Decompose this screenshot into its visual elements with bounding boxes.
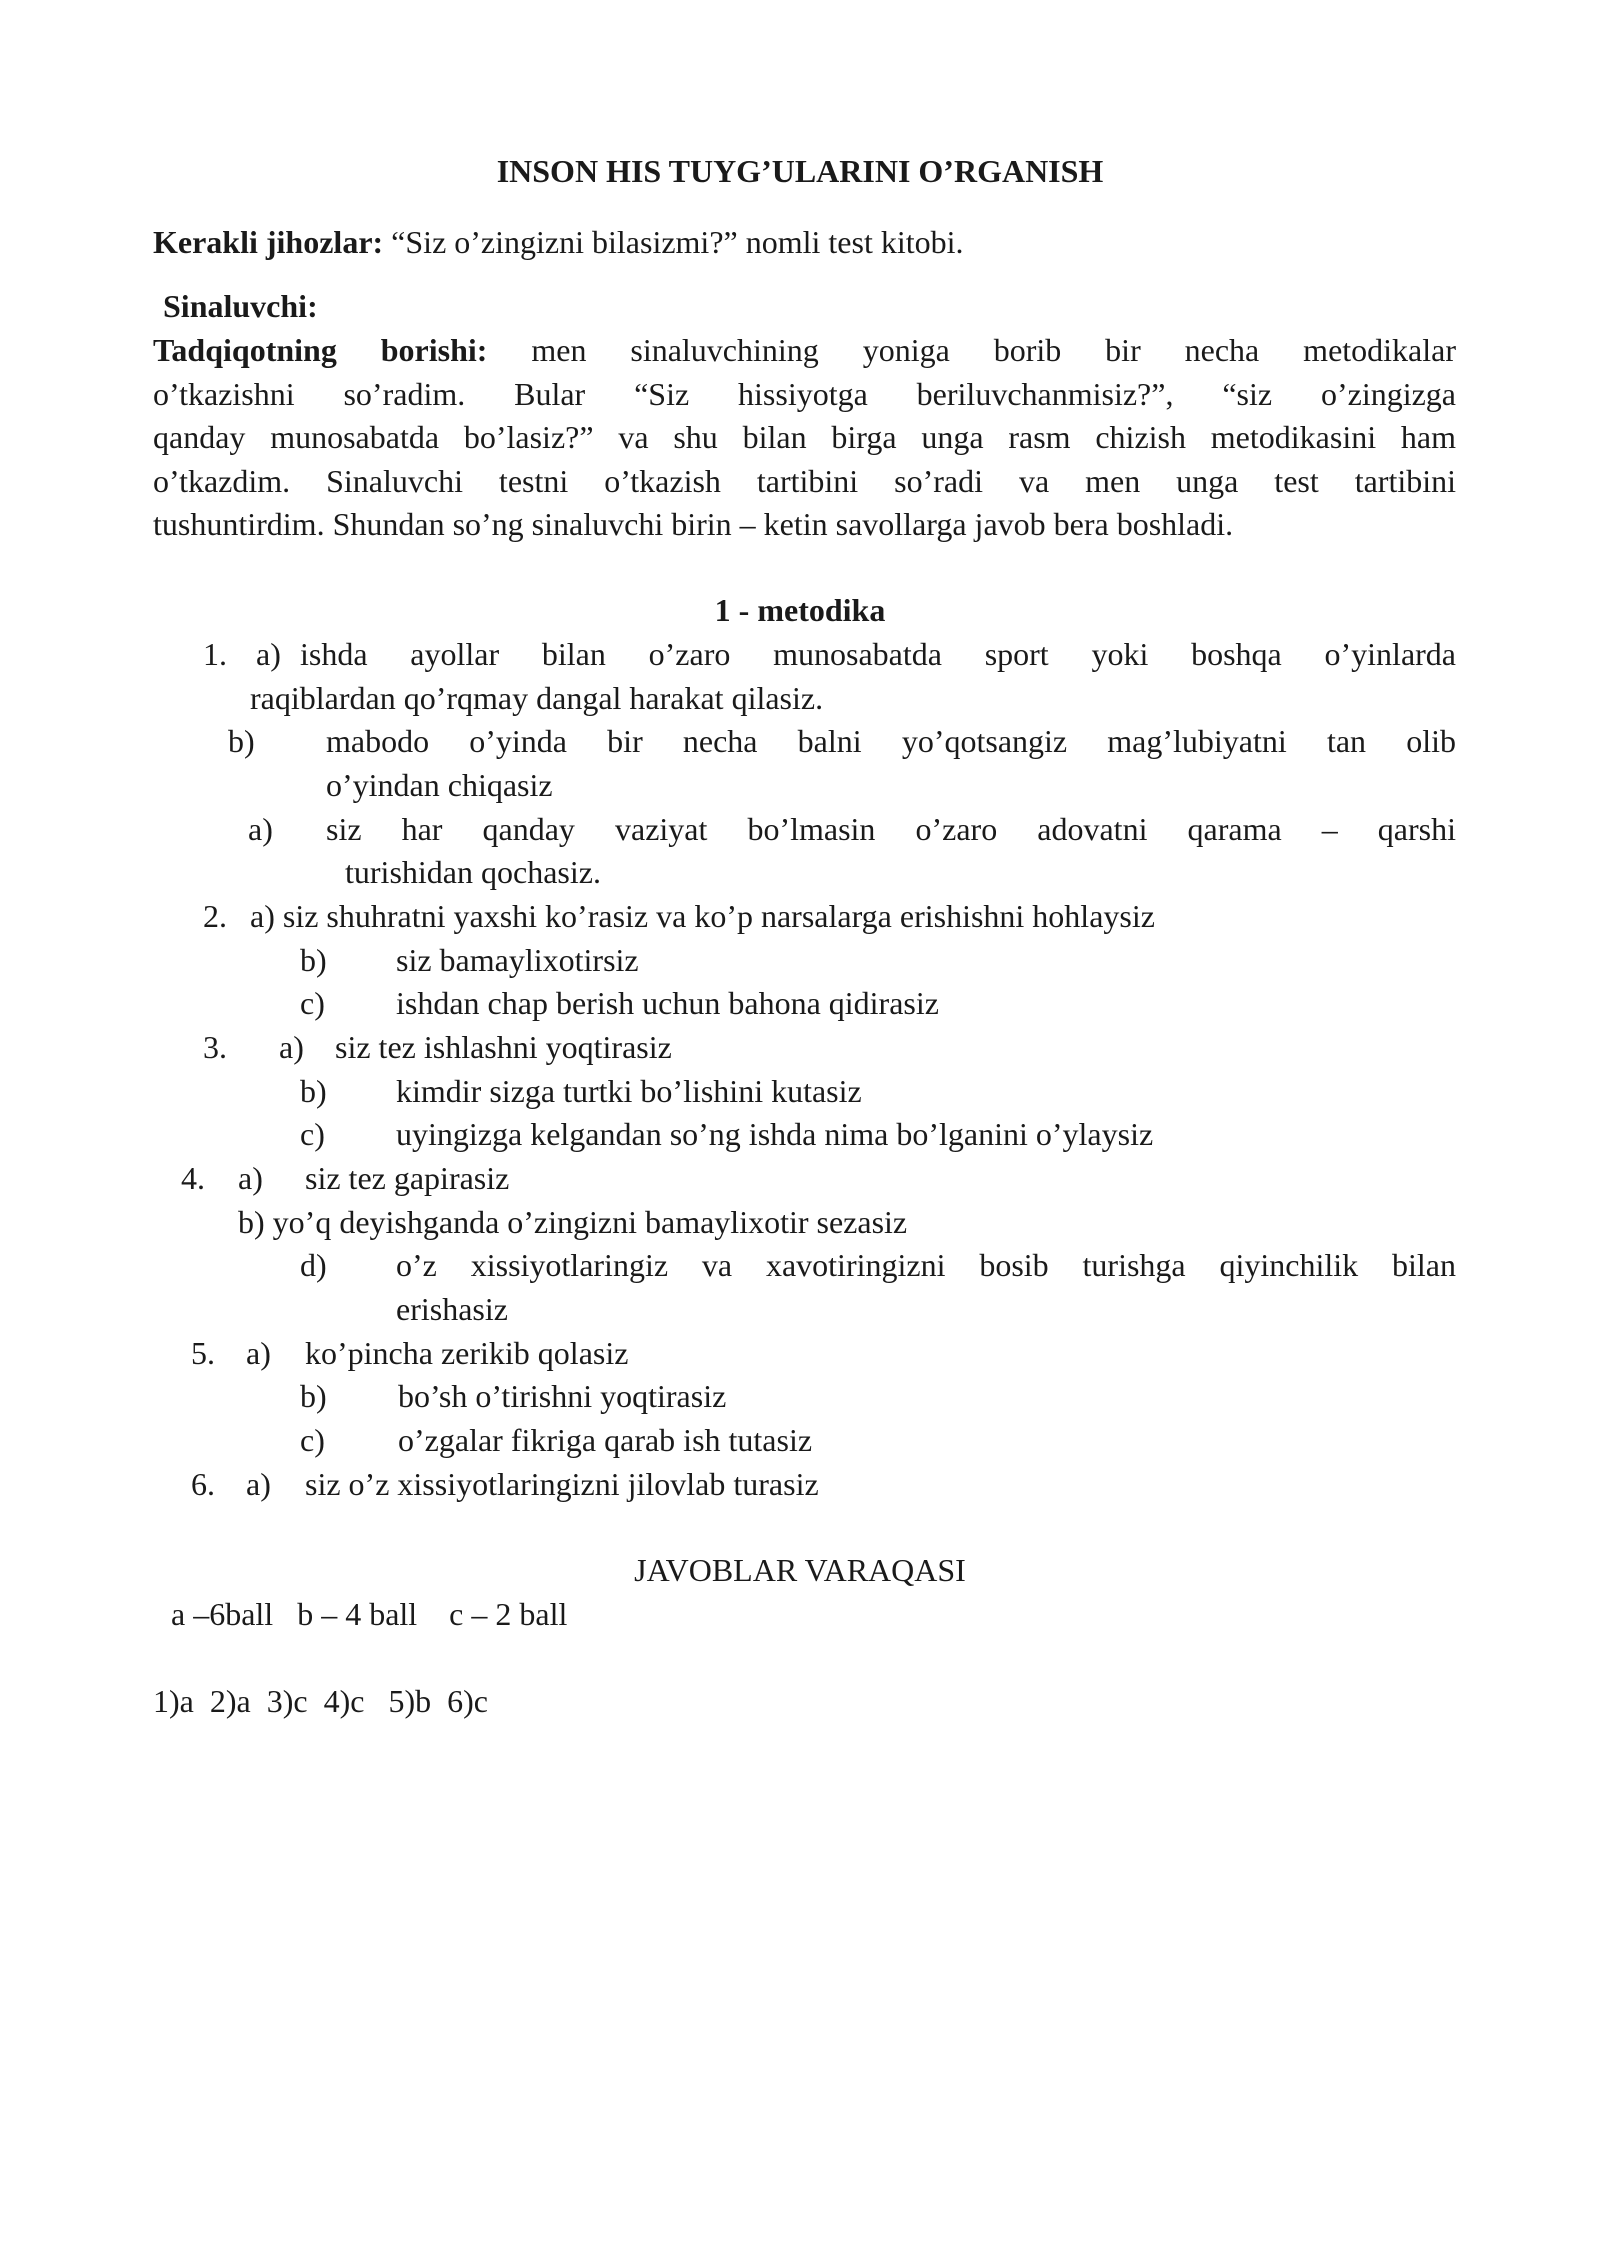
q1-option-a-line-1: ishda ayollar bilan o’zaro munosabatda sport yoki boshqa o’yinlarda bbox=[300, 636, 1456, 672]
procedure-line-4: o’tkazdim. Sinaluvchi testni o’tkazish tartibini so’radi va men unga test tartibini bbox=[153, 463, 1456, 499]
q1-option-a-mark: a) bbox=[256, 636, 281, 672]
equipment-line bbox=[153, 221, 964, 265]
q3-option-b-mark: b) bbox=[300, 1073, 327, 1109]
q6-number: 6. bbox=[191, 1466, 215, 1502]
q2-option-b: siz bamaylixotirsiz bbox=[396, 942, 639, 978]
equipment-text: “Siz o’zingizni bilasizmi?” nomli test kitobi. bbox=[383, 224, 964, 260]
equipment-label: Kerakli jihozlar: bbox=[153, 224, 384, 260]
q3-option-a: siz tez ishlashni yoqtirasiz bbox=[335, 1029, 672, 1065]
q4-option-d-mark: d) bbox=[300, 1247, 327, 1283]
procedure-label: Tadqiqotning borishi: bbox=[153, 332, 488, 368]
q6-option-a-mark: a) bbox=[246, 1466, 271, 1502]
q3-option-c: uyingizga kelgandan so’ng ishda nima bo’lganini o’ylaysiz bbox=[396, 1116, 1154, 1152]
procedure-line-3: qanday munosabatda bo’lasiz?” va shu bilan birga unga rasm chizish metodikasini ham bbox=[153, 419, 1456, 455]
answers-results: 1)a 2)a 3)c 4)c 5)b 6)c bbox=[153, 1683, 488, 1719]
q5-option-c-mark: c) bbox=[300, 1422, 325, 1458]
q4-option-d-line-2: erishasiz bbox=[396, 1291, 508, 1327]
answers-scoring: a –6ball b – 4 ball c – 2 ball bbox=[171, 1596, 568, 1632]
q2-option-a: a) siz shuhratni yaxshi ko’rasiz va ko’p narsalarga erishishni hohlaysiz bbox=[250, 898, 1155, 934]
procedure-line-5: tushuntirdim. Shundan so’ng sinaluvchi birin – ketin savollarga javob bera boshladi. bbox=[153, 506, 1234, 542]
q1-number: 1. bbox=[203, 636, 227, 672]
q3-number: 3. bbox=[203, 1029, 227, 1065]
q5-option-b: bo’sh o’tirishni yoqtirasiz bbox=[398, 1378, 727, 1414]
subject-label: Sinaluvchi: bbox=[163, 288, 318, 324]
q6-option-a: siz o’z xissiyotlaringizni jilovlab turasiz bbox=[305, 1466, 819, 1502]
q5-option-c: o’zgalar fikriga qarab ish tutasiz bbox=[398, 1422, 813, 1458]
q2-option-c-mark: c) bbox=[300, 985, 325, 1021]
page-title: INSON HIS TUYG’ULARINI O’RGANISH bbox=[496, 153, 1104, 189]
q4-option-d-line-1: o’z xissiyotlaringiz va xavotiringizni bosib turishga qiyinchilik bilan bbox=[396, 1247, 1456, 1283]
q1-option-c-line-2: turishidan qochasiz. bbox=[345, 854, 601, 890]
q2-number: 2. bbox=[203, 898, 227, 934]
q5-option-a: ko’pincha zerikib qolasiz bbox=[305, 1335, 629, 1371]
q1-option-b-line-1: mabodo o’yinda bir necha balni yo’qotsangiz mag’lubiyatni tan olib bbox=[326, 723, 1456, 759]
q4-option-a-mark: a) bbox=[238, 1160, 263, 1196]
q1-option-b-mark: b) bbox=[228, 723, 255, 759]
q4-option-a: siz tez gapirasiz bbox=[305, 1160, 510, 1196]
q1-option-b-line-2: o’yindan chiqasiz bbox=[326, 767, 553, 803]
method-title: 1 - metodika bbox=[714, 592, 886, 628]
q2-option-b-mark: b) bbox=[300, 942, 327, 978]
procedure-line-2: o’tkazishni so’radim. Bular “Siz hissiyotga beriluvchanmisiz?”, “siz o’zingizga bbox=[153, 376, 1456, 412]
q4-option-b: b) yo’q deyishganda o’zingizni bamaylixotir sezasiz bbox=[238, 1204, 908, 1240]
q5-option-a-mark: a) bbox=[246, 1335, 271, 1371]
q3-option-c-mark: c) bbox=[300, 1116, 325, 1152]
q1-option-c-line-1: siz har qanday vaziyat bo’lmasin o’zaro adovatni qarama – qarshi bbox=[326, 811, 1456, 847]
q4-number: 4. bbox=[181, 1160, 205, 1196]
q5-number: 5. bbox=[191, 1335, 215, 1371]
q3-option-a-mark: a) bbox=[279, 1029, 304, 1065]
q1-option-a-line-2: raqiblardan qo’rqmay dangal harakat qilasiz. bbox=[250, 680, 824, 716]
q5-option-b-mark: b) bbox=[300, 1378, 327, 1414]
procedure-line-1: Tadqiqotning borishi: men sinaluvchining yoniga borib bir necha metodikalar bbox=[153, 332, 1457, 368]
q3-option-b: kimdir sizga turtki bo’lishini kutasiz bbox=[396, 1073, 862, 1109]
answers-title: JAVOBLAR VARAQASI bbox=[634, 1552, 966, 1588]
q1-option-c-mark: a) bbox=[248, 811, 273, 847]
q2-option-c: ishdan chap berish uchun bahona qidirasiz bbox=[396, 985, 939, 1021]
